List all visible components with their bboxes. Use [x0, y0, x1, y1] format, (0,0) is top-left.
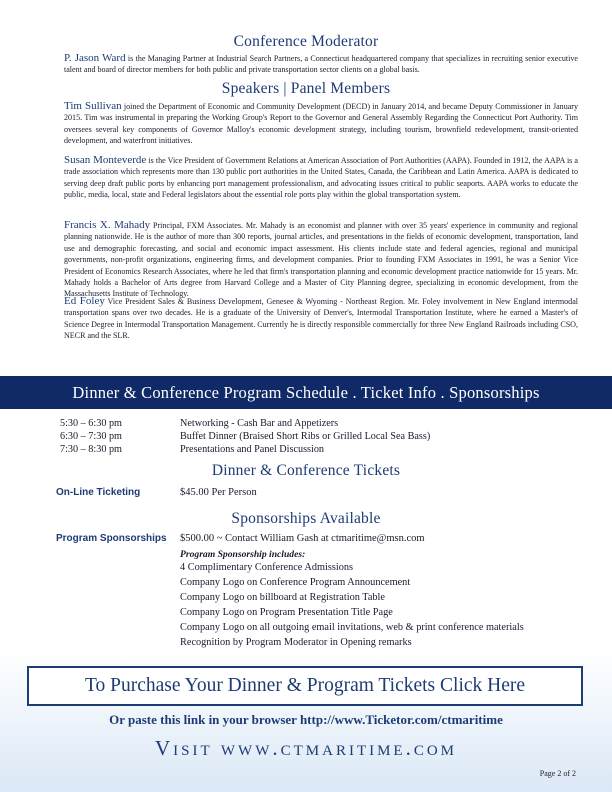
- schedule-time: 5:30 – 6:30 pm: [60, 418, 122, 429]
- speaker-bio: [64, 155, 578, 201]
- speaker-bio-text: Principal, FXM Associates. Mr. Mahady is an economist and planner with over 35 years' experience in community and regional planning nationwide. He is the author of more than 300 reports, journal articles, and presentations in the fields of economic development, transportation, land use and demographic forecasting, and social and economic impact assessment. His clients include state and federal agencies, regional and municipal governments, non-profit organizations, engineering firms, and development companies. Prior to founding FXM Associates in 1991, he was a Senior Vice President of Economics Research Associates, where he led that firm's transportation planning and economic development practice nationwide for 15 years. Mr. Mahady holds a Bachelor of Arts degree from Harvard College and a Master of City Planning degree, specializing in economic development, from the Massachusetts Institute of Technology.: [64, 221, 579, 299]
- schedule-desc: Buffet Dinner (Braised Short Ribs or Grilled Local Sea Bass): [180, 431, 431, 442]
- speakers-heading: Speakers | Panel Members: [221, 80, 391, 97]
- sponsorship-benefit: Company Logo on Program Presentation Title Page: [180, 607, 393, 618]
- sponsorship-benefit: Company Logo on all outgoing email invitations, web & print conference materials: [180, 622, 524, 633]
- sponsorship-benefit: 4 Complimentary Conference Admissions: [180, 562, 354, 573]
- speaker-bio: [64, 101, 578, 147]
- speaker-bio-text: Vice President Sales & Business Development, Genesee & Wyoming - Northeast Region. Mr. Foley involvement in New England intermodal transportation spans over two decades. He is a graduate of the University of Denver's, Intermodal Transportation Institute, where he earned a Master's of Science Degree in Intermodal Transportation Management. Currently he is directly responsible commercially for three New England Railroads including CSO, NECR and the SLR.: [64, 297, 578, 341]
- speaker-name: Tim Sullivan: [64, 100, 122, 112]
- speaker-bio: [64, 220, 578, 300]
- online-ticketing-label: On-Line Ticketing: [56, 487, 141, 498]
- moderator-bio: [64, 53, 578, 76]
- speaker-name: Ed Foley: [64, 295, 105, 307]
- speaker-bio-text: is the Vice President of Government Relations at American Association of Port Authorities (AAPA). Founded in 1912, the AAPA is a trade association which represents more than 130 public port authorities in the United States, Canada, the Caribbean and Latin America. AAPA is dedicated to serving deep draft public ports by enhancing port management professionalism, and advocating issues critical to public seaports. AAPA works to educate the public, media, local, state and Federal legislators about the essential role ports play within the global transportation system.: [64, 156, 578, 200]
- sponsorship-includes-heading: Program Sponsorship includes:: [180, 549, 306, 560]
- ticket-link-text[interactable]: Or paste this link in your browser http://www.Ticketor.com/ctmaritime: [109, 712, 503, 727]
- program-sponsorships-label: Program Sponsorships: [56, 533, 167, 544]
- moderator-heading: Conference Moderator: [233, 33, 379, 50]
- moderator-name: P. Jason Ward: [64, 52, 126, 64]
- program-banner: Dinner & Conference Program Schedule . Ticket Info . Sponsorships: [0, 376, 612, 409]
- sponsorship-price: $500.00 ~ Contact William Gash at ctmaritime@msn.com: [180, 533, 425, 544]
- purchase-tickets-button[interactable]: To Purchase Your Dinner & Program Tickets Click Here: [27, 666, 583, 706]
- sponsorship-benefit: Company Logo on billboard at Registration Table: [180, 592, 385, 603]
- speaker-name: Francis X. Mahady: [64, 219, 151, 231]
- sponsorship-benefit: Company Logo on Conference Program Announcement: [180, 577, 411, 588]
- schedule-time: 7:30 – 8:30 pm: [60, 444, 122, 455]
- tickets-heading: Dinner & Conference Tickets: [211, 462, 401, 479]
- speaker-name: Susan Monteverde: [64, 154, 147, 166]
- website-link[interactable]: Visit www.ctmaritime.com: [154, 736, 458, 760]
- page-number: Page 2 of 2: [539, 769, 576, 778]
- moderator-bio-text: is the Managing Partner at Industrial Search Partners, a Connecticut headquartered company that specializes in recruiting senior executive talent and board of director members for both public and private transportation sector clients on a global basis.: [64, 54, 578, 75]
- ticket-price: $45.00 Per Person: [180, 487, 257, 498]
- schedule-desc: Presentations and Panel Discussion: [180, 444, 325, 455]
- sponsorship-benefit: Recognition by Program Moderator in Opening remarks: [180, 637, 412, 648]
- speaker-bio-text: joined the Department of Economic and Community Development (DECD) in January 2014, and became Deputy Commissioner in January 2015. Tim was instrumental in preparing the Working Group's Report to the Governor and General Assembly Regarding the Connecticut Port Authority. Tim oversees several key components of Governor Malloy's economic development strategy, including tourism, brownfield redevelopment, transit-oriented development, and waterfront initiatives.: [64, 102, 579, 146]
- sponsorships-heading: Sponsorships Available: [231, 510, 381, 527]
- schedule-desc: Networking - Cash Bar and Appetizers: [180, 418, 339, 429]
- speaker-bio: [64, 296, 578, 342]
- schedule-time: 6:30 – 7:30 pm: [60, 431, 122, 442]
